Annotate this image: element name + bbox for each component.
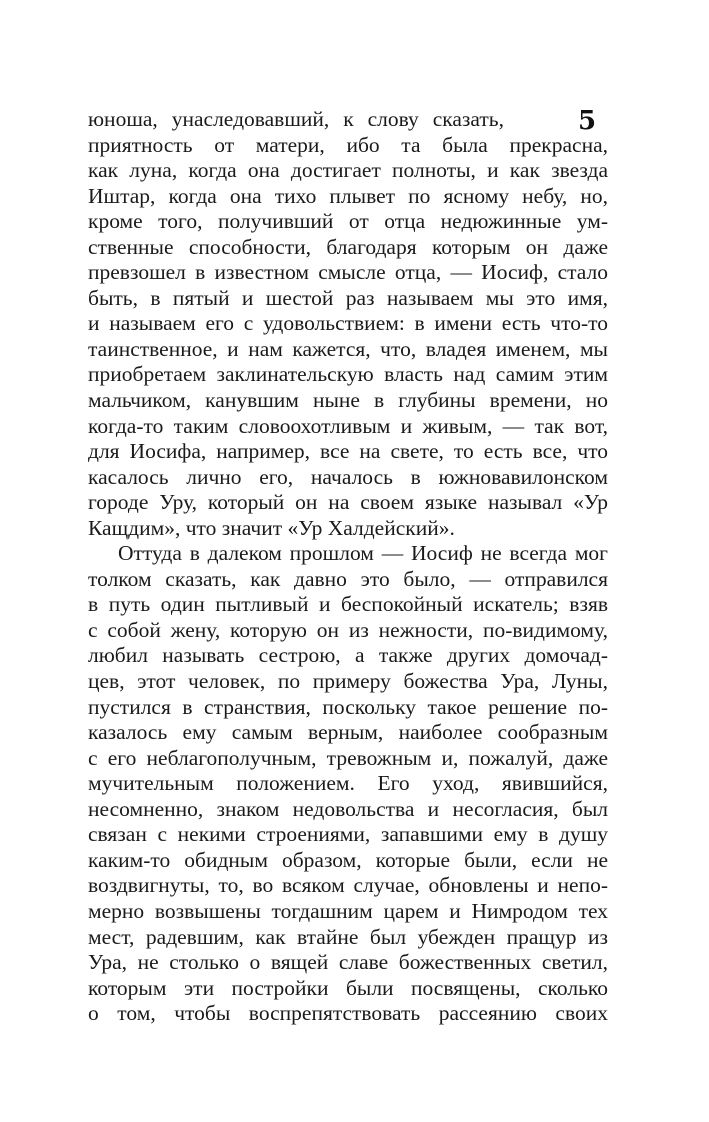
- paragraph-first-line: Оттуда в далеком прошлом — Иосиф не всегда мог: [118, 541, 608, 566]
- text-line: Кащдим», что значит «Ур Халдейский».: [88, 515, 455, 540]
- text-line: для Иосифа, например, все на свете, то есть все, что: [88, 439, 608, 464]
- text-line: с его неблагополучным, тревожным и, пожалуй, даже: [88, 745, 608, 770]
- text-line: цев, этот человек, по примеру божества Ура, Луны,: [88, 669, 608, 694]
- text-line: связан с некими строениями, запавшими ему в душу: [88, 822, 608, 847]
- text-line: любил называть сестрою, а также других домочад-: [88, 643, 608, 668]
- body-text: [88, 107, 608, 1027]
- text-line: Ура, не столько о вящей славе божественных светил,: [88, 950, 608, 975]
- text-line: городе Уру, который он на своем языке называл «Ур: [88, 490, 608, 515]
- text-line: которым эти постройки были посвящены, сколько: [88, 975, 608, 1000]
- text-line: о том, чтобы воспрепятствовать рассеянию своих: [88, 1001, 608, 1026]
- text-line: несомненно, знаком недовольства и несогласия, был: [88, 796, 608, 821]
- text-line: мерно возвышены тогдашним царем и Нимродом тех: [88, 898, 608, 923]
- text-line: и называем его с удовольствием: в имени есть что-то: [88, 311, 608, 336]
- text-line: ственные способности, благодаря которым он даже: [88, 234, 608, 259]
- text-line: в путь один пытливый и беспокойный искатель; взяв: [88, 592, 608, 617]
- text-line: пустился в странствия, поскольку такое решение по-: [88, 694, 608, 719]
- text-line: быть, в пятый и шестой раз называем мы это имя,: [88, 285, 608, 310]
- text-line: касалось лично его, началось в южновавилонском: [88, 464, 608, 489]
- text-line: когда-то таким словоохотливым и живым, — так вот,: [88, 413, 608, 438]
- text-line: превзошел в известном смысле отца, — Иосиф, стало: [88, 260, 608, 285]
- text-line: толком сказать, как давно это было, — отправился: [88, 566, 608, 591]
- text-line: каким-то обидным образом, которые были, если не: [88, 847, 608, 872]
- text-line: с собой жену, которую он из нежности, по-видимому,: [88, 617, 608, 642]
- page-number: 5: [578, 106, 597, 136]
- text-line: как луна, когда она достигает полноты, и как звезда: [88, 158, 608, 183]
- text-line: воздвигнуты, то, во всяком случае, обновлены и непо-: [88, 873, 608, 898]
- text-line: мучительным положением. Его уход, явившийся,: [88, 771, 608, 796]
- text-line: приобретаем заклинательскую власть над самим этим: [88, 362, 608, 387]
- text-line: казалось ему самым верным, наиболее сообразным: [88, 720, 608, 745]
- text-line: приятность от матери, ибо та была прекрасна,: [88, 132, 608, 157]
- text-line: мест, радевшим, как втайне был убежден пращур из: [88, 924, 608, 949]
- text-line: мальчиком, канувшим ныне в глубины времени, но: [88, 388, 608, 413]
- text-line: Иштар, когда она тихо плывет по ясному небу, но,: [88, 183, 608, 208]
- text-line: таинственное, и нам кажется, что, владея именем, мы: [88, 336, 608, 361]
- text-line: кроме того, получивший от отца недюжинные ум-: [88, 209, 608, 234]
- text-line: юноша, унаследовавший, к слову сказать,: [88, 107, 504, 131]
